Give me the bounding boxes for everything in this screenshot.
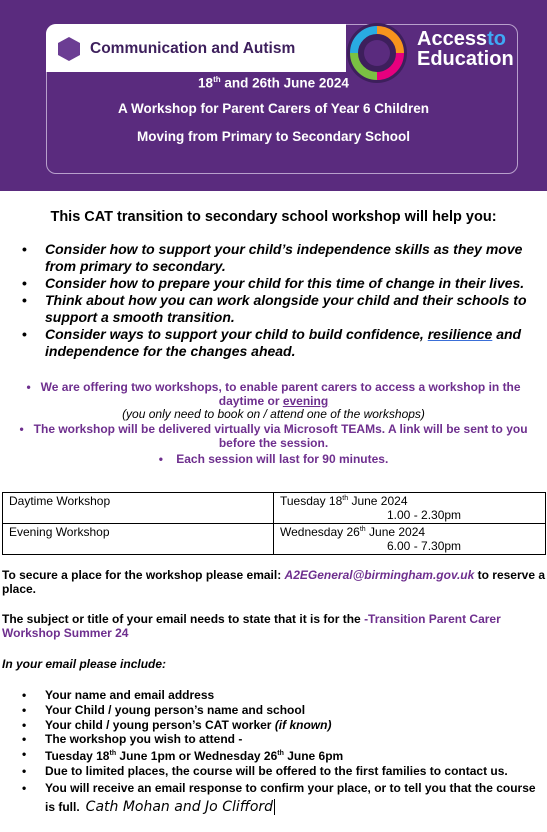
list-item: • Think about how you can work alongside your child and their schools to support a smooth transition. [22, 292, 546, 326]
include-i5s1: th [109, 750, 117, 758]
include-i5c: June 6pm [283, 749, 344, 764]
workshop-day-sup: th [342, 495, 349, 502]
include-i5a: Tuesday 18 [45, 749, 110, 764]
workshop-time: 1.00 - 2.30pm [387, 508, 462, 522]
offer-note: (you only need to book on / attend one of the workshops) [122, 407, 425, 421]
include-i3b: (if known) [274, 717, 332, 732]
list-item [22, 747, 546, 764]
workshop-date: June 2024 [365, 525, 426, 539]
list-item [22, 779, 546, 817]
bullet4-c: and independence for the changes ahead. [45, 326, 522, 359]
logo-word-education: Education [417, 48, 514, 70]
list-item: • Due to limited places, the course will be offered to the first families to contact us. [22, 764, 546, 779]
duration-line [0, 452, 547, 466]
logo-word-access: Access [417, 28, 488, 50]
help-list [22, 241, 546, 360]
workshop-date: June 2024 [348, 494, 408, 508]
offer-daytime: daytime or [218, 394, 283, 408]
offer-text: We are offering two workshops, to enable parent carers to access a workshop in the [40, 380, 521, 394]
include-list [22, 688, 546, 817]
table-row [3, 493, 546, 524]
workshop-name: Evening Workshop [3, 524, 274, 555]
list-item: • Your name and email address [22, 688, 546, 703]
logo-word-to: to [487, 28, 506, 50]
workshop-dates [0, 75, 547, 91]
date-b: and 26th June 2024 [220, 75, 349, 91]
workshop-title: A Workshop for Parent Carers of Year 6 Children [117, 101, 430, 116]
teams-text: The workshop will be delivered virtually via Microsoft TEAMs. A link will be sent to you [33, 422, 528, 436]
list-item: • Consider how to support your child’s independence skills as they move from primary to secondary. [22, 241, 546, 275]
workshop-when [274, 493, 546, 524]
bullet-dot: • [26, 380, 31, 394]
bullet-dot: • [19, 422, 24, 436]
teams-line1 [0, 422, 547, 436]
brand-label: Communication and Autism [90, 40, 296, 57]
list-item [22, 326, 546, 360]
workshop-subtitle: Moving from Primary to Secondary School [136, 129, 411, 144]
workshop-day-sup: th [359, 526, 366, 533]
workshop-table [2, 492, 546, 555]
subject-text: The subject or title of your email needs to state that it is for the [2, 612, 365, 626]
email-link[interactable]: A2EGeneral@birmingham.gov.uk [284, 568, 475, 582]
subject-name: -Transition Parent Carer Workshop Summer 24 [2, 612, 501, 640]
offer-line2 [0, 394, 547, 408]
logo-wordmark [417, 29, 514, 69]
secure-text: To secure a place for the workshop please email: [2, 568, 285, 582]
list-item: • Your Child / young person’s name and school [22, 703, 546, 718]
include-i5s2: th [277, 750, 284, 758]
secure-text-end: to reserve a place. [2, 568, 546, 596]
table-row [3, 524, 546, 555]
offer-line1 [0, 380, 547, 394]
subject-paragraph [2, 612, 546, 640]
include-i5b: June 1pm or Wednesday 26 [116, 749, 278, 764]
workshop-when [274, 524, 546, 555]
teams-line2: before the session. [218, 436, 329, 450]
duration-text: Each session will last for 90 minutes. [176, 452, 389, 466]
workshop-time: 6.00 - 7.30pm [387, 539, 462, 553]
signature: Cath Mohan and Jo Clifford [85, 798, 274, 815]
date-a-sup: th [213, 75, 221, 84]
secure-paragraph [2, 568, 546, 596]
workshop-day: Tuesday 18 [280, 494, 343, 508]
bullet4-underlined: resilience [427, 326, 493, 342]
list-item: • The workshop you wish to attend - [22, 732, 546, 747]
intro-heading: This CAT transition to secondary school workshop will help you: [50, 209, 497, 225]
list-item: • Consider how to prepare your child for this time of change in their lives. [22, 275, 546, 292]
list-item [22, 718, 546, 733]
include-i3a: Your child / young person’s CAT worker [45, 717, 275, 732]
header-banner [0, 0, 547, 191]
workshop-day: Wednesday 26 [280, 525, 360, 539]
date-a: 18 [198, 75, 214, 91]
bullet4-a: Consider ways to support your child to build confidence, [45, 326, 428, 342]
workshop-name: Daytime Workshop [3, 493, 274, 524]
offer-evening: evening [282, 394, 329, 408]
include-heading: In your email please include: [2, 657, 167, 671]
bullet-dot: • [158, 452, 163, 466]
include-i7: You will receive an email response to confirm your place, or to tell you that the course is full. [45, 780, 536, 814]
